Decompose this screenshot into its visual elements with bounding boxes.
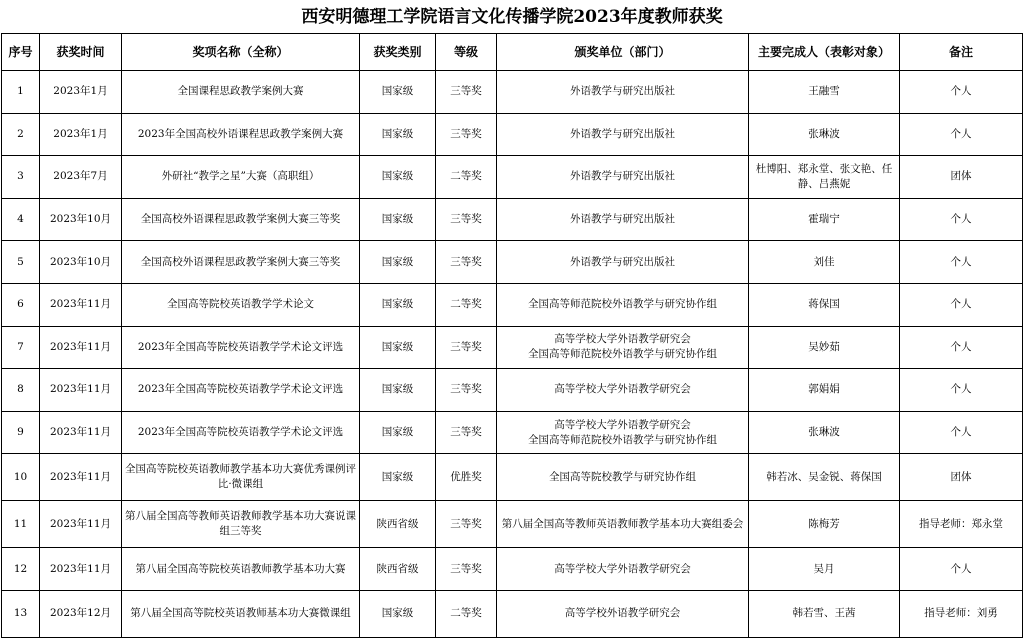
cell-grade: 三等奖: [436, 326, 497, 369]
cell-date: 2023年11月: [40, 501, 122, 548]
table-row: [2, 326, 1023, 369]
cell-award-name: 全国高校外语课程思政教学案例大赛三等奖: [122, 241, 360, 284]
table-row: [2, 411, 1023, 454]
header-date: 获奖时间: [40, 34, 122, 71]
table-row: [2, 113, 1023, 156]
cell-notes: 指导老师：郑永堂: [900, 501, 1023, 548]
cell-date: 2023年11月: [40, 548, 122, 591]
cell-issuer: 全国高等院校教学与研究协作组: [497, 454, 749, 501]
cell-notes: 个人: [900, 198, 1023, 241]
table-row: [2, 501, 1023, 548]
cell-index: 6: [2, 283, 40, 326]
cell-award-name: 2023年全国高等院校英语教学学术论文评选: [122, 369, 360, 412]
cell-award-name: 第八届全国高等院校英语教师教学基本功大赛: [122, 548, 360, 591]
header-notes: 备注: [900, 34, 1023, 71]
cell-award-name: 全国高等院校英语教师教学基本功大赛优秀课例评比·微课组: [122, 454, 360, 501]
header-index: 序号: [2, 34, 40, 71]
cell-category: 国家级: [360, 454, 436, 501]
cell-index: 1: [2, 71, 40, 114]
table-row: [2, 71, 1023, 114]
cell-notes: 团体: [900, 156, 1023, 199]
cell-recipients: 蒋保国: [749, 283, 900, 326]
cell-category: 国家级: [360, 411, 436, 454]
cell-index: 13: [2, 590, 40, 637]
cell-issuer: 外语教学与研究出版社: [497, 113, 749, 156]
cell-grade: 三等奖: [436, 501, 497, 548]
cell-grade: 优胜奖: [436, 454, 497, 501]
cell-notes: 个人: [900, 548, 1023, 591]
cell-issuer: 高等学校外语教学研究会: [497, 590, 749, 637]
table-row: [2, 241, 1023, 284]
cell-award-name: 全国高校外语课程思政教学案例大赛三等奖: [122, 198, 360, 241]
cell-recipients: 郭娟娟: [749, 369, 900, 412]
cell-award-name: 全国课程思政教学案例大赛: [122, 71, 360, 114]
cell-index: 7: [2, 326, 40, 369]
cell-recipients: 张琳波: [749, 411, 900, 454]
header-recipients: 主要完成人（表彰对象）: [749, 34, 900, 71]
table-row: [2, 590, 1023, 637]
cell-issuer: 高等学校大学外语教学研究会 全国高等师范院校外语教学与研究协作组: [497, 411, 749, 454]
cell-grade: 二等奖: [436, 156, 497, 199]
cell-date: 2023年11月: [40, 283, 122, 326]
cell-category: 国家级: [360, 71, 436, 114]
cell-notes: 团体: [900, 454, 1023, 501]
cell-index: 9: [2, 411, 40, 454]
header-grade: 等级: [436, 34, 497, 71]
cell-index: 11: [2, 501, 40, 548]
cell-notes: 个人: [900, 241, 1023, 284]
cell-recipients: 韩若雪、王茜: [749, 590, 900, 637]
cell-category: 陕西省级: [360, 501, 436, 548]
cell-recipients: 吴妙茹: [749, 326, 900, 369]
cell-notes: 个人: [900, 326, 1023, 369]
cell-award-name: 2023年全国高等院校英语教学学术论文评选: [122, 411, 360, 454]
page-title: 西安明德理工学院语言文化传播学院2023年度教师获奖: [301, 7, 723, 27]
cell-category: 国家级: [360, 113, 436, 156]
cell-recipients: 刘佳: [749, 241, 900, 284]
cell-notes: 个人: [900, 411, 1023, 454]
cell-date: 2023年11月: [40, 454, 122, 501]
cell-notes: 个人: [900, 369, 1023, 412]
cell-category: 陕西省级: [360, 548, 436, 591]
cell-date: 2023年10月: [40, 198, 122, 241]
cell-category: 国家级: [360, 283, 436, 326]
cell-index: 3: [2, 156, 40, 199]
cell-issuer: 外语教学与研究出版社: [497, 156, 749, 199]
cell-grade: 三等奖: [436, 71, 497, 114]
cell-category: 国家级: [360, 241, 436, 284]
cell-grade: 三等奖: [436, 548, 497, 591]
cell-notes: 个人: [900, 71, 1023, 114]
cell-grade: 三等奖: [436, 241, 497, 284]
cell-award-name: 全国高等院校英语教学学术论文: [122, 283, 360, 326]
cell-recipients: 吴月: [749, 548, 900, 591]
cell-grade: 三等奖: [436, 369, 497, 412]
cell-issuer: 高等学校大学外语教学研究会: [497, 369, 749, 412]
table-header-row: [2, 34, 1023, 71]
cell-date: 2023年10月: [40, 241, 122, 284]
cell-index: 2: [2, 113, 40, 156]
cell-grade: 二等奖: [436, 283, 497, 326]
cell-recipients: 张琳波: [749, 113, 900, 156]
cell-index: 8: [2, 369, 40, 412]
cell-date: 2023年12月: [40, 590, 122, 637]
cell-index: 10: [2, 454, 40, 501]
cell-date: 2023年11月: [40, 326, 122, 369]
cell-category: 国家级: [360, 369, 436, 412]
table-row: [2, 369, 1023, 412]
cell-recipients: 杜博阳、郑永堂、张文艳、任静、吕燕妮: [749, 156, 900, 199]
cell-award-name: 第八届全国高等院校英语教师基本功大赛微课组: [122, 590, 360, 637]
cell-issuer: 高等学校大学外语教学研究会: [497, 548, 749, 591]
cell-grade: 三等奖: [436, 411, 497, 454]
cell-recipients: 陈梅芳: [749, 501, 900, 548]
cell-grade: 三等奖: [436, 198, 497, 241]
header-award-name: 奖项名称（全称）: [122, 34, 360, 71]
cell-issuer: 高等学校大学外语教学研究会 全国高等师范院校外语教学与研究协作组: [497, 326, 749, 369]
cell-award-name: 第八届全国高等教师英语教师教学基本功大赛说课组三等奖: [122, 501, 360, 548]
cell-date: 2023年11月: [40, 411, 122, 454]
cell-date: 2023年1月: [40, 71, 122, 114]
cell-grade: 三等奖: [436, 113, 497, 156]
cell-issuer: 外语教学与研究出版社: [497, 241, 749, 284]
cell-category: 国家级: [360, 326, 436, 369]
cell-date: 2023年1月: [40, 113, 122, 156]
cell-grade: 二等奖: [436, 590, 497, 637]
cell-category: 国家级: [360, 590, 436, 637]
cell-recipients: 王融雪: [749, 71, 900, 114]
cell-issuer: 第八届全国高等教师英语教师教学基本功大赛组委会: [497, 501, 749, 548]
cell-notes: 指导老师：刘勇: [900, 590, 1023, 637]
table-row: [2, 454, 1023, 501]
header-category: 获奖类别: [360, 34, 436, 71]
cell-award-name: 外研社“教学之星”大赛（高职组）: [122, 156, 360, 199]
cell-date: 2023年11月: [40, 369, 122, 412]
table-row: [2, 156, 1023, 199]
cell-award-name: 2023年全国高校外语课程思政教学案例大赛: [122, 113, 360, 156]
cell-notes: 个人: [900, 283, 1023, 326]
table-row: [2, 548, 1023, 591]
cell-category: 国家级: [360, 198, 436, 241]
cell-index: 5: [2, 241, 40, 284]
cell-category: 国家级: [360, 156, 436, 199]
cell-recipients: 霍瑞宁: [749, 198, 900, 241]
cell-award-name: 2023年全国高等院校英语教学学术论文评选: [122, 326, 360, 369]
cell-index: 12: [2, 548, 40, 591]
cell-date: 2023年7月: [40, 156, 122, 199]
table-row: [2, 283, 1023, 326]
cell-recipients: 韩若冰、吴金锐、蒋保国: [749, 454, 900, 501]
awards-table: [1, 33, 1023, 638]
cell-issuer: 外语教学与研究出版社: [497, 71, 749, 114]
header-issuer: 颁奖单位（部门）: [497, 34, 749, 71]
cell-issuer: 外语教学与研究出版社: [497, 198, 749, 241]
cell-index: 4: [2, 198, 40, 241]
cell-notes: 个人: [900, 113, 1023, 156]
table-row: [2, 198, 1023, 241]
cell-issuer: 全国高等师范院校外语教学与研究协作组: [497, 283, 749, 326]
